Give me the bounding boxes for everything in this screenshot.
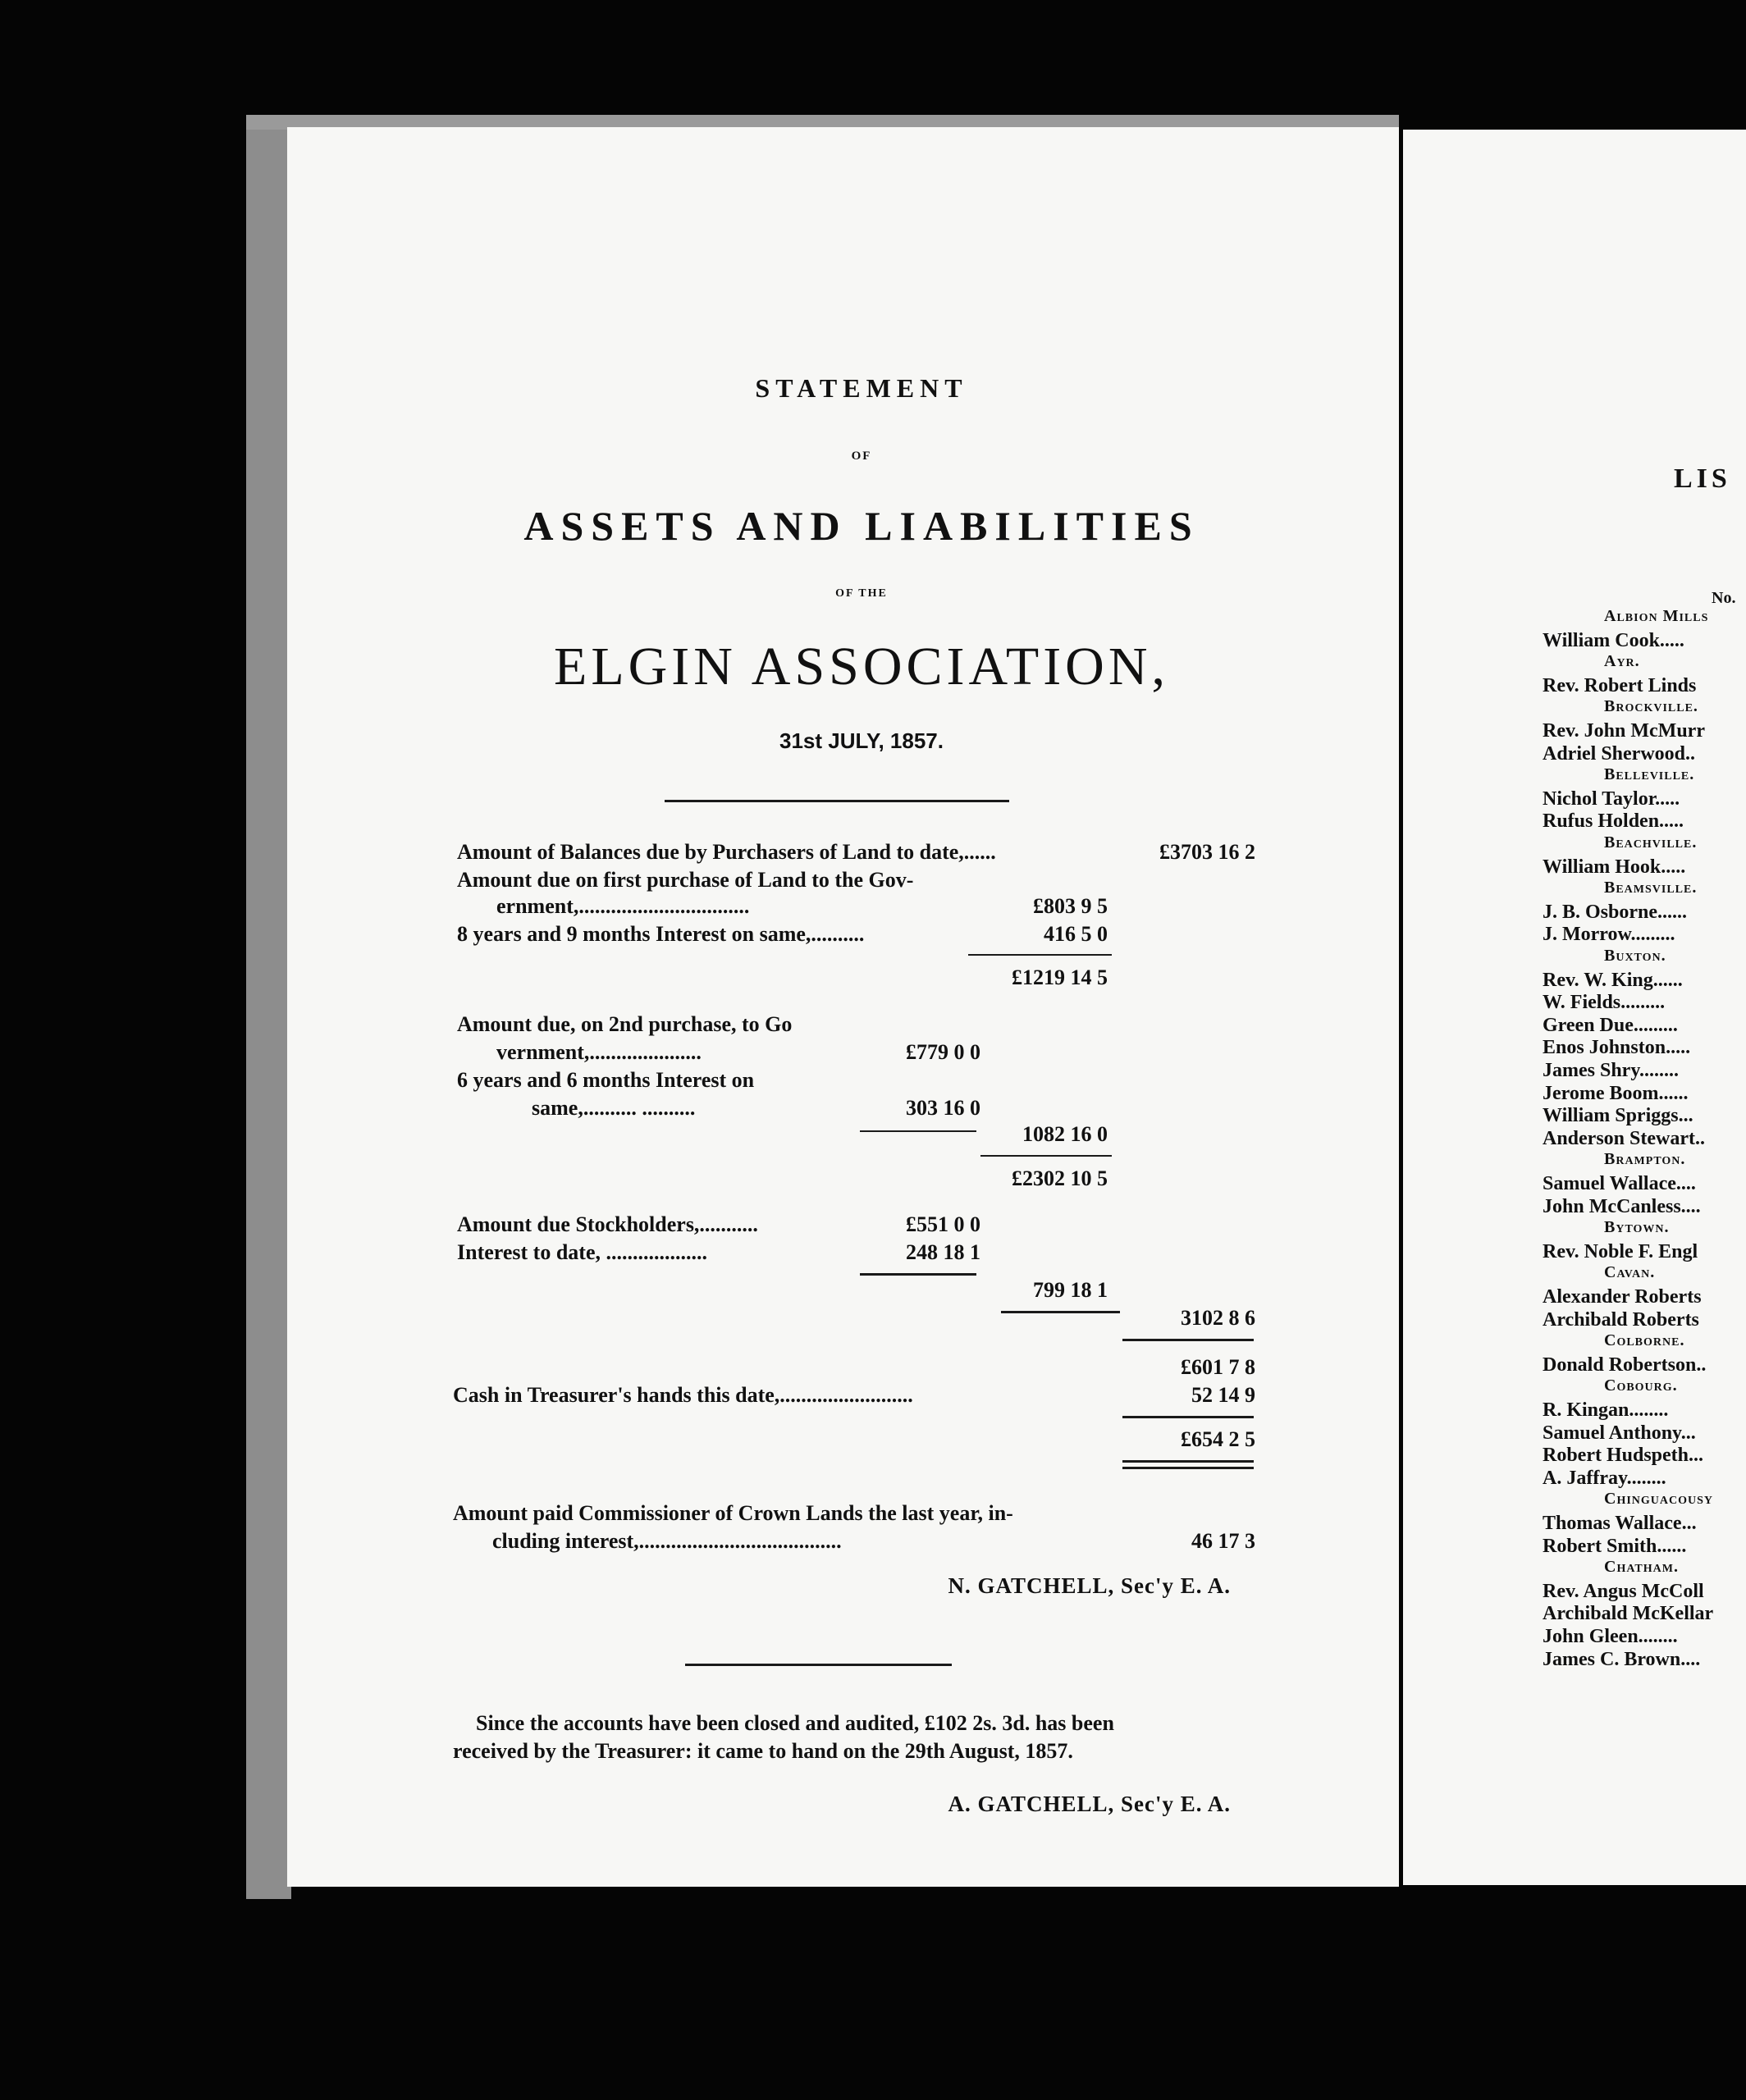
row-first-purchase-label: Amount due on first purchase of Land to the Gov- [457,868,914,892]
heading-assets-liabilities: ASSETS AND LIABILITIES [523,503,1200,549]
row-subtotal-3: £2302 10 5 [1012,1166,1108,1190]
right-page-title-fragment: LIS [1674,463,1731,494]
row-interest-to-date-amount: 248 18 1 [906,1240,980,1264]
note-line-1: Since the accounts have been closed and audited, £102 2s. 3d. has been [476,1711,1114,1735]
subtotal-rule-1 [968,954,1112,956]
list-town-heading: Cavan. [1604,1263,1656,1281]
list-member-name: R. Kingan........ [1543,1399,1669,1421]
list-member-name: James C. Brown.... [1543,1649,1701,1670]
row-liabilities-total: 3102 8 6 [1181,1306,1255,1330]
list-member-name: J. Morrow......... [1543,924,1675,945]
list-member-name: A. Jaffray........ [1543,1468,1666,1489]
subtotal-rule-3 [980,1155,1112,1157]
list-member-name: Adriel Sherwood.. [1543,743,1695,765]
list-member-name: Nichol Taylor..... [1543,788,1680,810]
row-subtotal-2: 1082 16 0 [1022,1122,1108,1146]
right-page-col-header: No. [1712,589,1736,607]
row-commissioner-total: 46 17 3 [1191,1529,1255,1553]
list-member-name: Samuel Wallace.... [1543,1173,1696,1194]
list-member-name: Rev. Noble F. Engl [1543,1241,1698,1262]
list-member-name: J. B. Osborne...... [1543,902,1688,923]
list-town-heading: Brockville. [1604,697,1698,715]
row-subtotal-4: 799 18 1 [1033,1278,1108,1302]
list-town-heading: Albion Mills [1604,607,1709,625]
total-rule-1 [1122,1339,1254,1341]
grand-total-double-rule-a [1122,1460,1254,1463]
list-town-heading: Brampton. [1604,1150,1686,1168]
row-balances-label: Amount of Balances due by Purchasers of Land to date,...... [457,840,996,864]
list-town-heading: Bytown. [1604,1218,1670,1236]
row-first-purchase-amount: £803 9 5 [1033,894,1108,918]
list-town-heading: Buxton. [1604,947,1666,965]
footer-rule [685,1664,952,1666]
signature-a-gatchell: A. GATCHELL, Sec'y E. A. [948,1792,1231,1816]
row-first-purchase-label-cont: ernment,................................ [496,894,750,918]
list-member-name: Archibald McKellar [1543,1603,1714,1624]
row-balances-total: £3703 16 2 [1159,840,1255,864]
heading-statement: STATEMENT [755,373,968,403]
grand-total-double-rule-b [1122,1467,1254,1469]
list-member-name: Thomas Wallace... [1543,1513,1697,1534]
subtotal-rule-2 [860,1130,976,1132]
total-rule-2 [1122,1416,1254,1418]
list-member-name: Alexander Roberts [1543,1286,1702,1308]
row-interest-6yr-label: 6 years and 6 months Interest on [457,1068,755,1092]
row-interest-6yr-label-cont: same,.......... .......... [532,1096,696,1120]
row-second-purchase-label-cont: vernment,..................... [496,1040,702,1064]
list-member-name: James Shry........ [1543,1060,1680,1081]
heading-rule [665,800,1009,802]
signature-n-gatchell: N. GATCHELL, Sec'y E. A. [948,1573,1231,1598]
row-cash-total: 52 14 9 [1191,1383,1255,1407]
heading-of-the: OF THE [835,587,888,600]
row-commissioner-label-cont: cluding interest,...................................... [492,1529,842,1553]
list-town-heading: Beamsville. [1604,879,1698,897]
list-member-name: Rev. John McMurr [1543,720,1705,742]
list-member-name: Anderson Stewart.. [1543,1128,1705,1149]
list-member-name: William Spriggs... [1543,1105,1693,1126]
list-town-heading: Belleville. [1604,765,1695,783]
list-member-name: Robert Hudspeth... [1543,1445,1704,1466]
list-member-name: Donald Robertson.. [1543,1354,1707,1376]
row-grand-total: £654 2 5 [1181,1427,1255,1451]
row-balance-total: £601 7 8 [1181,1355,1255,1379]
list-town-heading: Chinguacousy [1604,1490,1714,1508]
heading-association: ELGIN ASSOCIATION, [554,637,1169,696]
list-member-name: Rev. W. King...... [1543,970,1683,991]
list-member-name: Archibald Roberts [1543,1309,1699,1331]
row-cash-label: Cash in Treasurer's hands this date,......................... [453,1383,913,1407]
note-line-2: received by the Treasurer: it came to hand on the 29th August, 1857. [453,1739,1073,1763]
list-member-name: John Gleen........ [1543,1626,1678,1647]
list-town-heading: Beachville. [1604,833,1698,851]
heading-date: 31st JULY, 1857. [779,728,944,753]
list-member-name: Rev. Robert Linds [1543,675,1697,696]
list-member-name: Robert Smith...... [1543,1536,1687,1557]
list-member-name: W. Fields......... [1543,992,1666,1013]
list-member-name: Green Due......... [1543,1015,1678,1036]
list-member-name: William Hook..... [1543,856,1686,878]
list-member-name: Enos Johnston..... [1543,1037,1691,1058]
list-member-name: Samuel Anthony... [1543,1422,1696,1444]
row-interest-8yr-amount: 416 5 0 [1044,922,1108,946]
row-interest-8yr-label: 8 years and 9 months Interest on same,.......... [457,922,865,946]
heading-of: OF [851,450,872,463]
row-interest-to-date-label: Interest to date, ................... [457,1240,707,1264]
row-interest-6yr-amount: 303 16 0 [906,1096,980,1120]
row-subtotal-1: £1219 14 5 [1012,966,1108,989]
row-second-purchase-amount: £779 0 0 [906,1040,980,1064]
list-member-name: William Cook..... [1543,630,1684,651]
list-member-name: John McCanless.... [1543,1196,1701,1217]
list-town-heading: Chatham. [1604,1558,1679,1576]
row-second-purchase-label: Amount due, on 2nd purchase, to Go [457,1012,793,1036]
list-member-name: Rev. Angus McColl [1543,1581,1704,1602]
row-commissioner-label: Amount paid Commissioner of Crown Lands the last year, in- [453,1501,1013,1525]
list-town-heading: Ayr. [1604,652,1640,670]
list-town-heading: Colborne. [1604,1331,1685,1349]
row-stockholders-label: Amount due Stockholders,........... [457,1212,758,1236]
list-member-name: Jerome Boom...... [1543,1083,1689,1104]
list-town-heading: Cobourg. [1604,1376,1678,1395]
page-edge-stack [246,119,291,1899]
list-member-name: Rufus Holden..... [1543,810,1684,832]
row-stockholders-amount: £551 0 0 [906,1212,980,1236]
subtotal-rule-4 [860,1273,976,1276]
